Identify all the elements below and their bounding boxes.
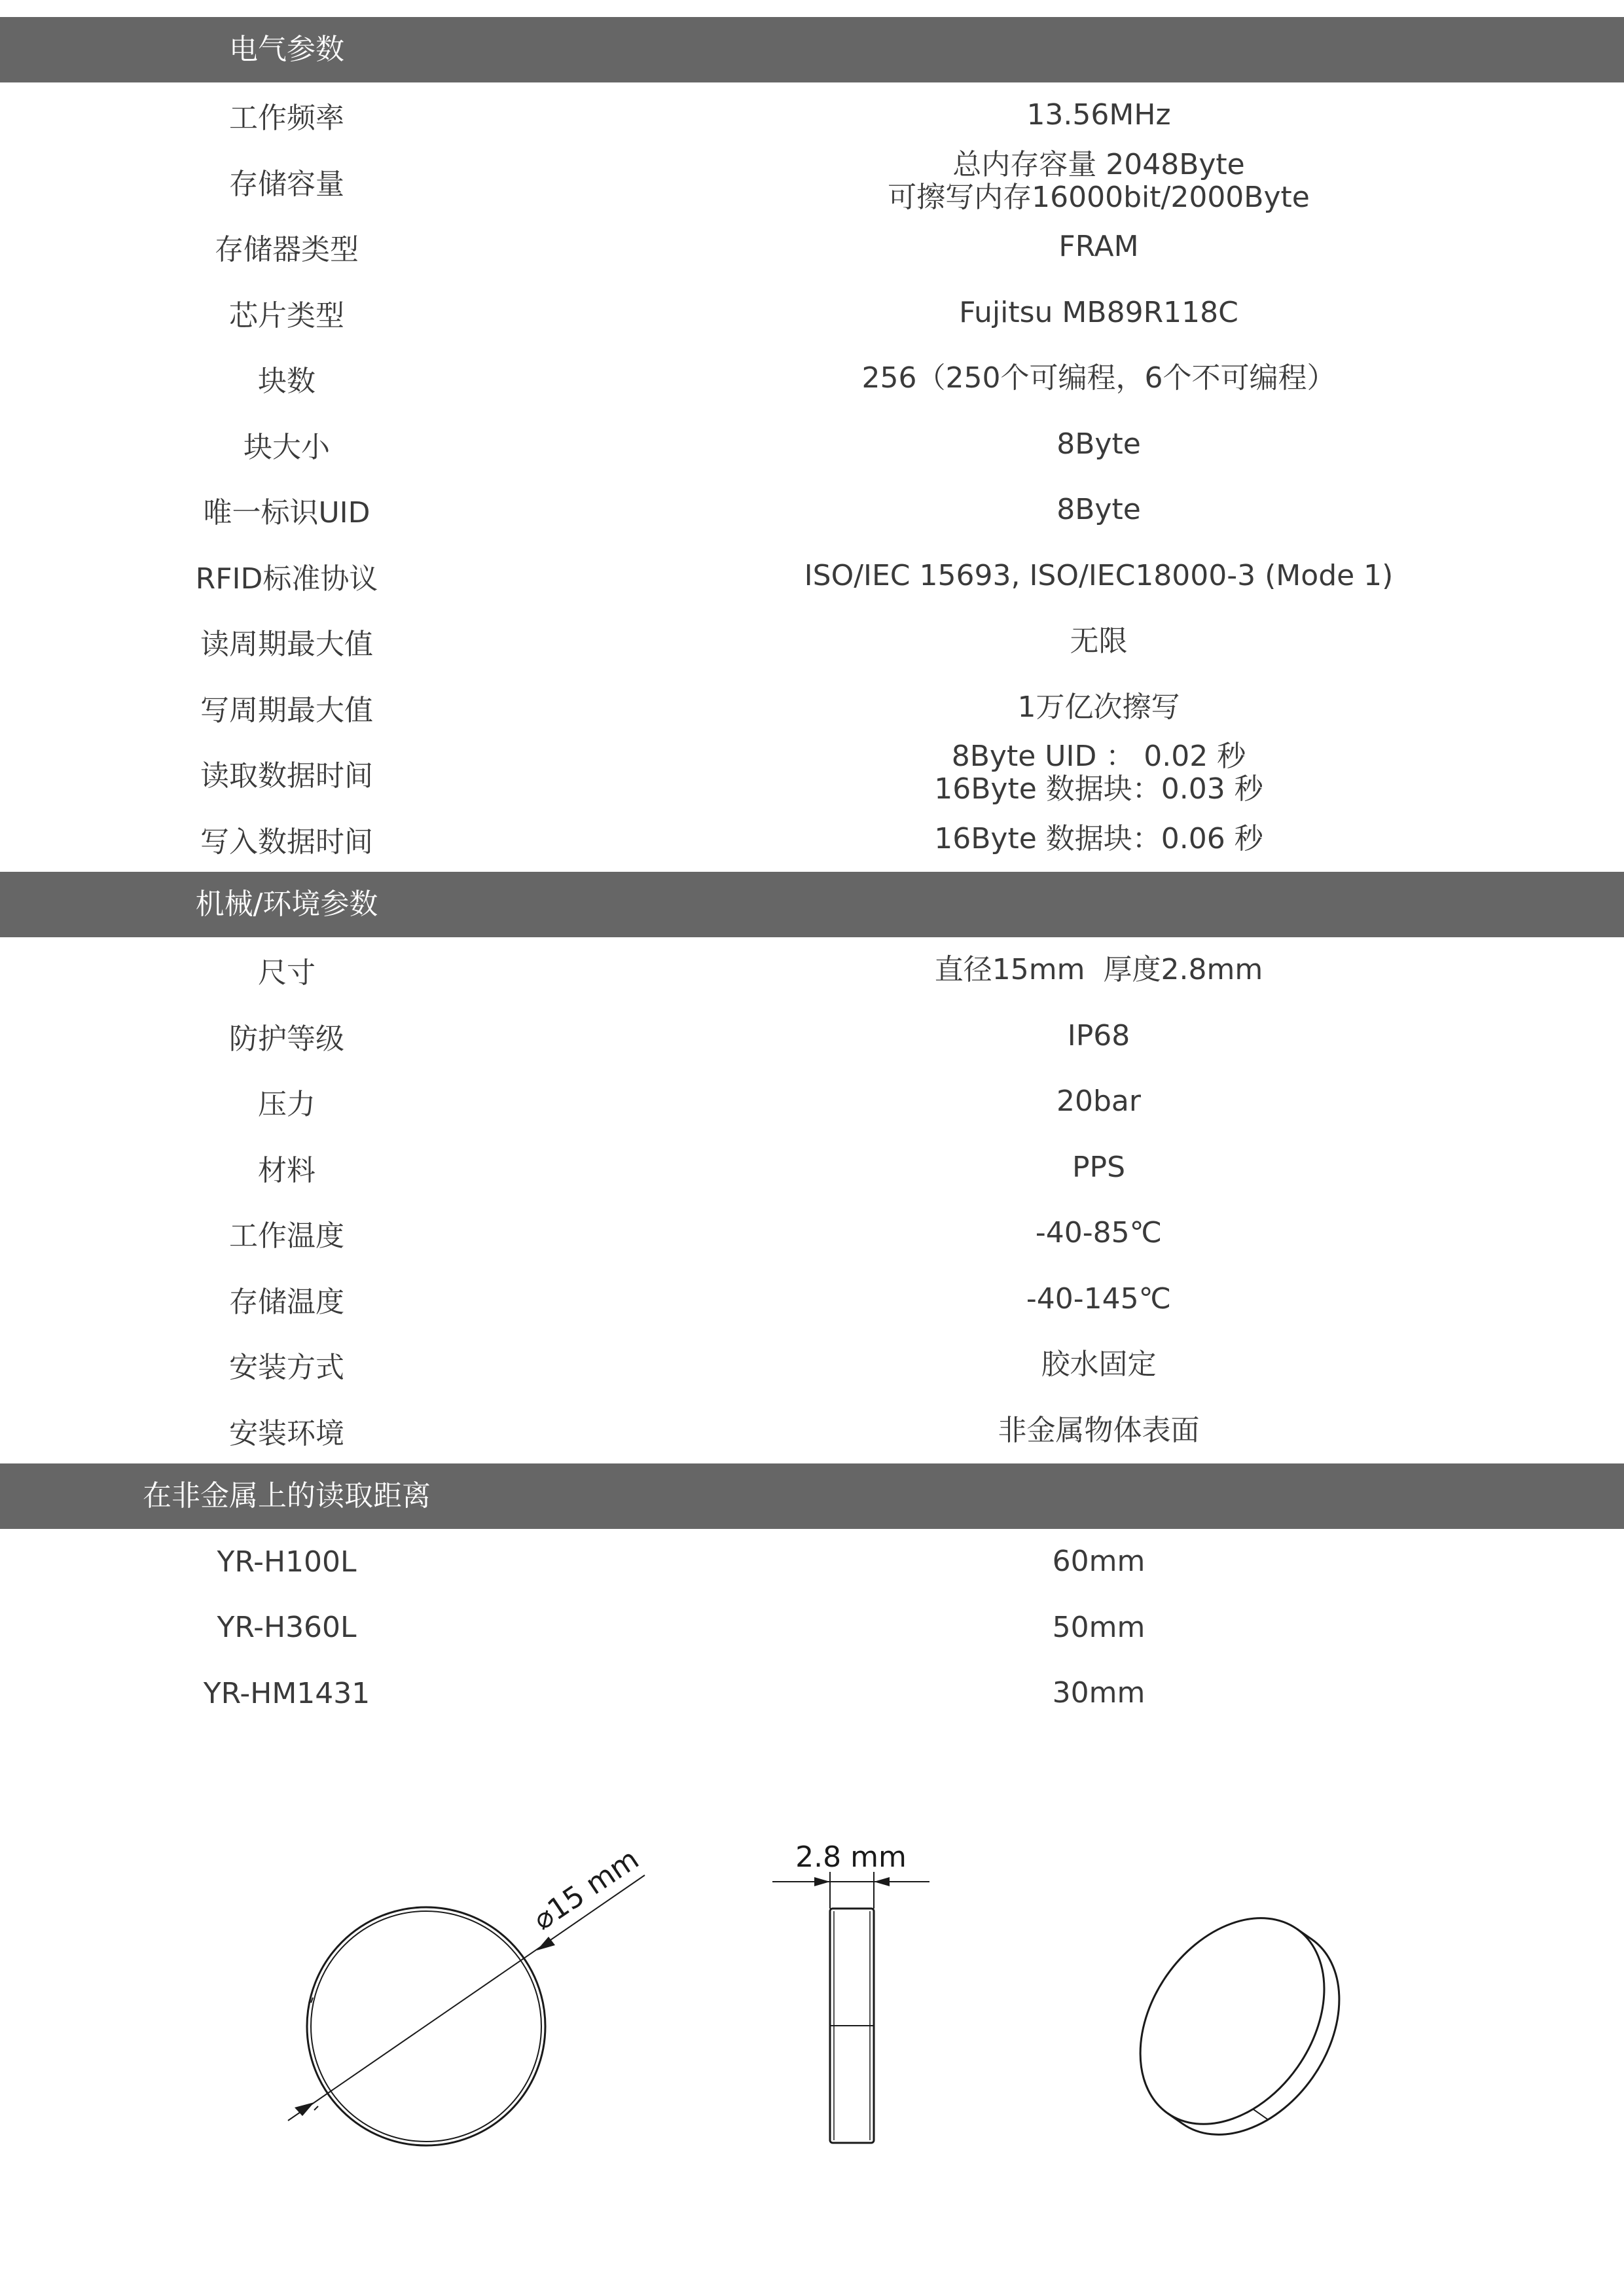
spec-row: [0, 609, 1624, 675]
spec-value: [655, 609, 1543, 675]
disc-edge: [1168, 1929, 1377, 2166]
spec-label: 块大小: [244, 430, 330, 464]
section-header-mechanical: [0, 872, 1624, 937]
spec-row: [0, 1266, 1624, 1333]
spec-label: 存储器类型: [215, 233, 359, 267]
spec-row: [0, 1135, 1624, 1201]
section-title: 在非金属上的读取距离: [143, 1479, 431, 1513]
spec-label: 安装方式: [229, 1351, 344, 1385]
section-header-read-distance: [0, 1463, 1624, 1529]
spec-row: [0, 280, 1624, 346]
spec-value-line: 非金属物体表面: [998, 1413, 1200, 1447]
spec-row: [0, 1660, 1624, 1727]
spec-label: 读取数据时间: [200, 759, 373, 793]
spec-label: 安装环境: [229, 1416, 344, 1450]
spec-label: 压力: [258, 1088, 316, 1122]
spec-value-line: 1万亿次擦写: [1017, 690, 1180, 724]
spec-value: [655, 1398, 1543, 1464]
spec-value: [655, 214, 1543, 280]
spec-value: [655, 1003, 1543, 1069]
spec-value: [655, 1660, 1543, 1727]
spec-value-line: IP68: [1067, 1018, 1130, 1052]
spec-label: 工作频率: [229, 101, 344, 135]
spec-value: [655, 937, 1543, 1003]
spec-value-line: 256（250个可编程，6个不可编程）: [861, 361, 1336, 395]
spec-value: [655, 740, 1543, 806]
diameter-label: ⌀15 mm: [527, 1842, 645, 1937]
spec-row: [0, 477, 1624, 543]
spec-value: [655, 1595, 1543, 1661]
side-view-drawing: [772, 1872, 929, 2143]
spec-row: [0, 740, 1624, 806]
spec-value-line: Fujitsu MB89R118C: [959, 295, 1238, 329]
spec-label: 芯片类型: [229, 298, 344, 332]
spec-label: YR-H360L: [217, 1611, 357, 1645]
spec-value-line: 无限: [1070, 624, 1128, 658]
spec-value: [655, 1332, 1543, 1398]
spec-value: [655, 412, 1543, 478]
spec-value-line: ISO/IEC 15693, ISO/IEC18000-3 (Mode 1): [804, 558, 1394, 592]
spec-value-line: 20bar: [1056, 1085, 1141, 1119]
spec-value-line: 30mm: [1052, 1676, 1146, 1710]
spec-value: [655, 346, 1543, 412]
spec-value: [655, 1266, 1543, 1333]
spec-row: [0, 1398, 1624, 1464]
spec-value: [655, 82, 1543, 149]
spec-label: 写周期最大值: [200, 693, 373, 727]
technical-drawings: [0, 1800, 1624, 2166]
spec-label: 存储容量: [229, 167, 344, 201]
spec-value-line: 胶水固定: [1041, 1348, 1157, 1382]
spec-label: 材料: [258, 1153, 316, 1187]
thickness-label: 2.8 mm: [795, 1840, 907, 1874]
spec-row: [0, 1003, 1624, 1069]
spec-value-line: 8Byte UID ： 0.02 秒: [951, 740, 1246, 774]
diameter-dimension-line: [288, 1875, 645, 2121]
spec-value-line: 60mm: [1052, 1545, 1146, 1579]
spec-row: [0, 412, 1624, 478]
spec-value: [655, 280, 1543, 346]
drawings-svg: [0, 1800, 1624, 2166]
spec-value-line: FRAM: [1058, 230, 1139, 264]
spec-label: 存储温度: [229, 1285, 344, 1319]
spec-value: [655, 675, 1543, 741]
spec-label: 写入数据时间: [200, 825, 373, 859]
spec-row: [0, 937, 1624, 1003]
spec-value-line: 16Byte 数据块：0.03 秒: [934, 772, 1263, 806]
spec-row: [0, 1595, 1624, 1661]
spec-value-line: 13.56MHz: [1026, 98, 1171, 132]
spec-value: [655, 1069, 1543, 1135]
spec-value-line: 16Byte 数据块：0.06 秒: [934, 821, 1263, 855]
spec-value-line: -40-145℃: [1026, 1282, 1172, 1316]
spec-table: [0, 17, 1624, 1727]
spec-value: [655, 543, 1543, 609]
spec-row: [0, 1529, 1624, 1595]
spec-label: 防护等级: [229, 1022, 344, 1056]
isometric-view-drawing: [1102, 1883, 1377, 2166]
spec-label: RFID标准协议: [195, 562, 378, 596]
spec-value-line: 可擦写内存16000bit/2000Byte: [888, 180, 1310, 214]
disc-top-face: [1102, 1883, 1362, 2159]
spec-label: 工作温度: [229, 1219, 344, 1253]
spec-value: [655, 1135, 1543, 1201]
spec-row: [0, 149, 1624, 215]
spec-row: [0, 543, 1624, 609]
spec-label: YR-HM1431: [203, 1676, 370, 1710]
spec-row: [0, 82, 1624, 149]
front-view-drawing: [288, 1875, 645, 2145]
spec-value-line: 直径15mm 厚度2.8mm: [934, 953, 1263, 987]
spec-value-line: PPS: [1072, 1150, 1125, 1184]
spec-label: YR-H100L: [217, 1545, 357, 1579]
spec-row: [0, 214, 1624, 280]
spec-row: [0, 1069, 1624, 1135]
spec-row: [0, 806, 1624, 872]
section-title: 机械/环境参数: [195, 888, 378, 921]
spec-row: [0, 675, 1624, 741]
spec-label: 读周期最大值: [200, 628, 373, 662]
spec-value: [655, 149, 1543, 215]
spec-value: [655, 806, 1543, 872]
spec-value-line: -40-85℃: [1035, 1216, 1163, 1250]
spec-value-line: 8Byte: [1056, 493, 1141, 527]
spec-value: [655, 1529, 1543, 1595]
spec-value-line: 总内存容量 2048Byte: [952, 147, 1245, 181]
spec-value: [655, 477, 1543, 543]
spec-row: [0, 1332, 1624, 1398]
spec-value-line: 8Byte: [1056, 427, 1141, 461]
spec-row: [0, 1200, 1624, 1266]
spec-row: [0, 346, 1624, 412]
spec-label: 块数: [258, 365, 316, 399]
section-title: 电气参数: [229, 33, 344, 66]
spec-value: [655, 1200, 1543, 1266]
spec-value-line: 50mm: [1052, 1610, 1146, 1644]
section-header-electrical: [0, 17, 1624, 82]
spec-label: 尺寸: [258, 956, 316, 990]
spec-label: 唯一标识UID: [203, 496, 370, 530]
